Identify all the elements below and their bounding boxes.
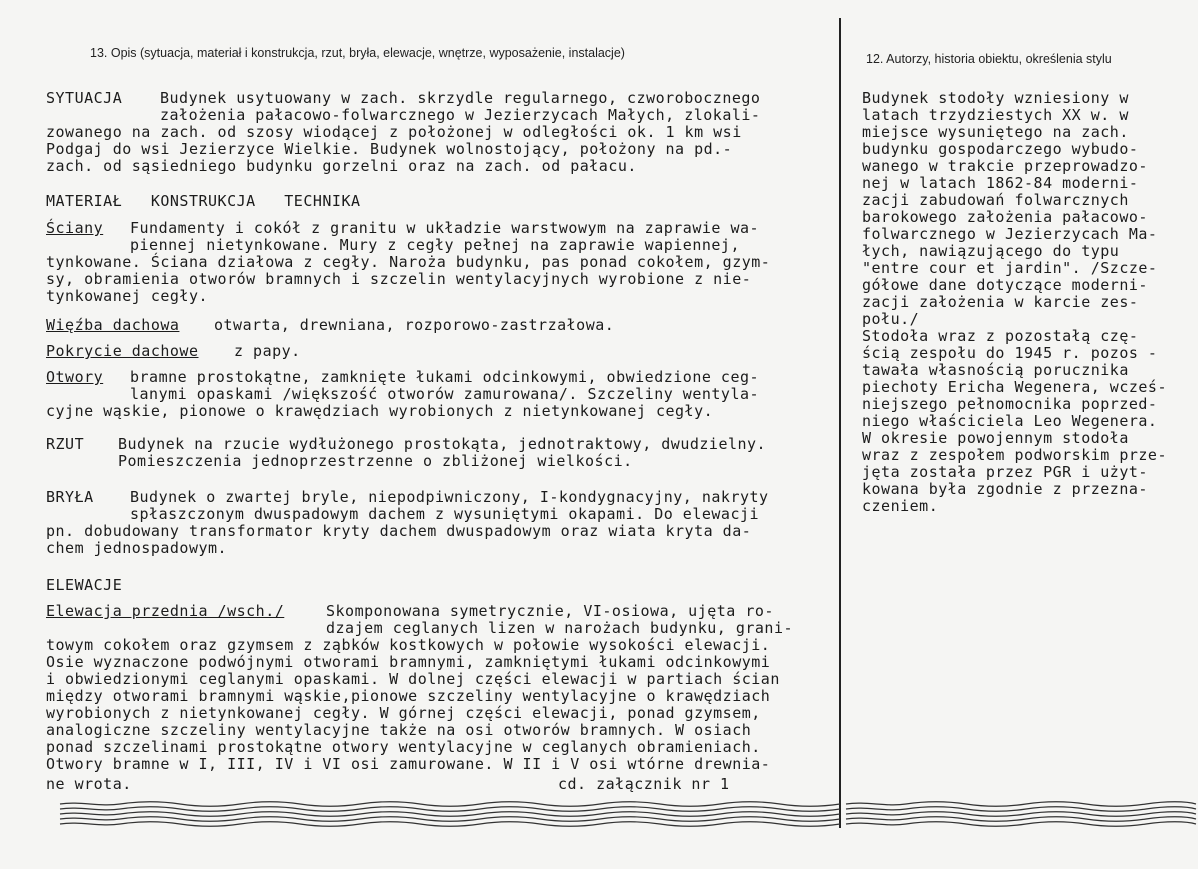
history-line: wanego w trakcie przeprowadzo-	[862, 157, 1148, 175]
sytuacja-line: założenia pałacowo-folwarcznego w Jezierzycach Małych, zlokali-	[160, 106, 761, 124]
history-line: piechoty Ericha Wegenera, wcześ-	[862, 378, 1167, 396]
bryla-line: chem jednospadowym.	[46, 539, 228, 557]
wiezba-label: Więźba dachowa	[46, 316, 180, 334]
elewacja-line: Skomponowana symetrycznie, VI-osiowa, ujęta ro-	[326, 602, 774, 620]
elewacja-line: dzajem ceglanych lizen w narożach budynku, grani-	[326, 619, 794, 637]
rzut-line: Pomieszczenia jednoprzestrzenne o zbliżonej wielkości.	[118, 452, 633, 470]
history-line: niejszego pełnomocnika poprzed-	[862, 395, 1158, 413]
bryla-line: pn. dobudowany transformator kryty dachem dwuspadowym oraz wiata kryta da-	[46, 522, 752, 540]
sytuacja-label: SYTUACJA	[46, 89, 123, 107]
history-line: Stodoła wraz z pozostałą czę-	[862, 327, 1139, 345]
otwory-line: cyjne wąskie, pionowe o krawędziach wyrobionych z nietynkowanej cegły.	[46, 402, 714, 420]
sytuacja-line: zowanego na zach. od szosy wiodącej z położonej w odległości ok. 1 km wsi	[46, 123, 742, 141]
history-line: czeniem.	[862, 497, 939, 515]
continuation-note: cd. załącznik nr 1	[558, 775, 730, 793]
sytuacja-line: zach. od sąsiedniego budynku gorzelni oraz na zach. od pałacu.	[46, 157, 637, 175]
history-line: budynku gospodarczego wybudo-	[862, 140, 1139, 158]
history-line: tawała własnością porucznika	[862, 361, 1129, 379]
wavy-border-band	[0, 800, 1198, 830]
bryla-line: spłaszczonym dwuspadowym dachem z wysuniętymi okapami. Do elewacji	[130, 505, 760, 523]
bryla-label: BRYŁA	[46, 488, 94, 506]
history-line: zacji założenia w karcie zes-	[862, 293, 1139, 311]
otwory-line: lanymi opaskami /większość otworów zamurowana/. Szczeliny wentyla-	[130, 385, 760, 403]
elewacja-line: między otworami bramnymi wąskie,pionowe szczeliny wentylacyjne o krawędziach	[46, 687, 771, 705]
history-line: kowana była zgodnie z przezna-	[862, 480, 1148, 498]
history-line: niego właściciela Leo Wegenera.	[862, 412, 1158, 430]
sytuacja-line: Podgaj do wsi Jezierzyce Wielkie. Budynek wolnostojący, położony na pd.-	[46, 140, 733, 158]
history-line: folwarcznego w Jezierzycach Ma-	[862, 225, 1158, 243]
material-heading: MATERIAŁ KONSTRUKCJA TECHNIKA	[46, 192, 361, 210]
elewacja-line: analogiczne szczeliny wentylacyjne także na osi otworów bramnych. W osiach	[46, 721, 752, 739]
history-line: Budynek stodoły wzniesiony w	[862, 89, 1129, 107]
elewacja-line: i obwiedzionymi ceglanymi opaskami. W dolnej części elewacji w partiach ścian	[46, 670, 780, 688]
history-line: "entre cour et jardin". /Szcze-	[862, 259, 1158, 277]
history-line: połu./	[862, 310, 920, 328]
elewacja-label: Elewacja przednia /wsch./	[46, 602, 285, 620]
elewacja-line: Otwory bramne w I, III, IV i VI osi zamurowane. W II i V osi wtórne drewnia-	[46, 755, 771, 773]
sciany-line: sy, obramienia otworów bramnych i szczelin wentylacyjnych wyrobione z nie-	[46, 270, 752, 288]
sciany-line: piennej nietynkowane. Mury z cegły pełnej na zaprawie wapiennej,	[130, 236, 740, 254]
otwory-line: bramne prostokątne, zamknięte łukami odcinkowymi, obwiedzione ceg-	[130, 368, 760, 386]
header-right: 12. Autorzy, historia obiektu, określenia stylu	[866, 52, 1112, 66]
sciany-label: Ściany	[46, 219, 104, 237]
history-line: jęta została przez PGR i użyt-	[862, 463, 1148, 481]
sciany-line: tynkowanej cegły.	[46, 287, 209, 305]
history-line: miejsce wysuniętego na zach.	[862, 123, 1129, 141]
history-line: latach trzydziestych XX w. w	[862, 106, 1129, 124]
column-divider	[839, 18, 841, 828]
history-line: nej w latach 1862-84 moderni-	[862, 174, 1139, 192]
elewacje-heading: ELEWACJE	[46, 576, 123, 594]
bryla-line: Budynek o zwartej bryle, niepodpiwniczony, I-kondygnacyjny, nakryty	[130, 488, 769, 506]
otwory-label: Otwory	[46, 368, 104, 386]
pokrycie-label: Pokrycie dachowe	[46, 342, 199, 360]
elewacja-line: wyrobionych z nietynkowanej cegły. W górnej części elewacji, ponad gzymsem,	[46, 704, 761, 722]
history-line: łych, nawiązującego do typu	[862, 242, 1120, 260]
elewacja-line: towym cokołem oraz gzymsem z ząbków kostkowych w połowie wysokości elewacji.	[46, 636, 771, 654]
elewacja-last-left: ne wrota.	[46, 775, 132, 793]
history-line: W okresie powojennym stodoła	[862, 429, 1129, 447]
history-line: zacji zabudowań folwarcznych	[862, 191, 1129, 209]
history-line: ścią zespołu do 1945 r. pozos -	[862, 344, 1158, 362]
sytuacja-line: Budynek usytuowany w zach. skrzydle regularnego, czworobocznego	[160, 89, 761, 107]
rzut-line: Budynek na rzucie wydłużonego prostokąta, jednotraktowy, dwudzielny.	[118, 435, 767, 453]
wiezba-text: otwarta, drewniana, rozporowo-zastrzałowa.	[214, 316, 615, 334]
history-line: gółowe dane dotyczące moderni-	[862, 276, 1148, 294]
elewacja-line: Osie wyznaczone podwójnymi otworami bramnymi, zamkniętymi łukami odcinkowymi	[46, 653, 771, 671]
elewacja-line: ponad szczelinami prostokątne otwory wentylacyjne w ceglanych obramieniach.	[46, 738, 761, 756]
header-left: 13. Opis (sytuacja, materiał i konstrukcja, rzut, bryła, elewacje, wnętrze, wyposażenie, instalacje)	[90, 46, 625, 60]
sciany-line: tynkowane. Ściana działowa z cegły. Naroża budynku, pas ponad cokołem, gzym-	[46, 253, 771, 271]
history-line: wraz z zespołem podworskim prze-	[862, 446, 1167, 464]
sciany-line: Fundamenty i cokół z granitu w układzie warstwowym na zaprawie wa-	[130, 219, 760, 237]
rzut-label: RZUT	[46, 435, 85, 453]
pokrycie-text: z papy.	[234, 342, 301, 360]
history-line: barokowego założenia pałacowo-	[862, 208, 1148, 226]
